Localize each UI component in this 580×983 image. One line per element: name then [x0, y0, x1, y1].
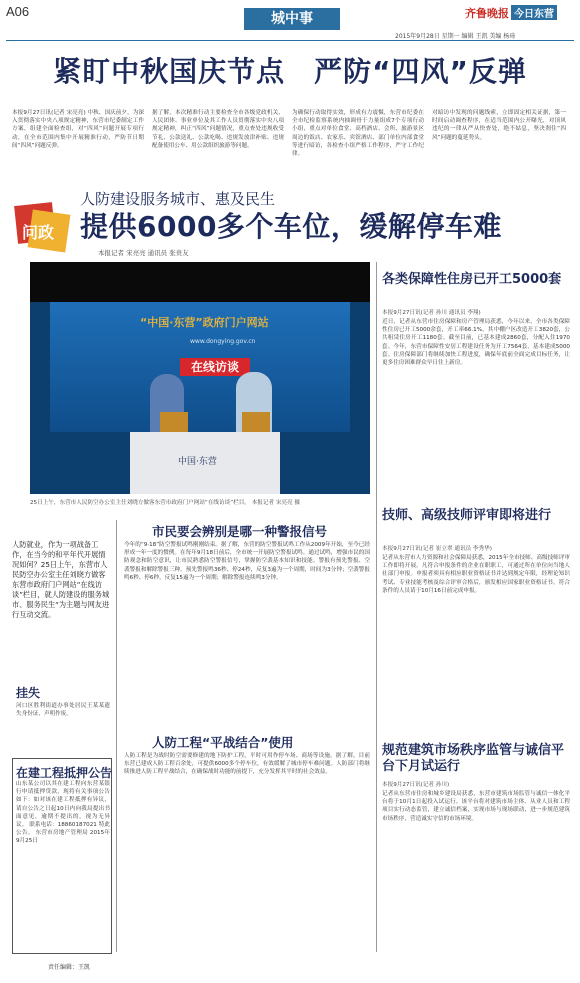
subheadline-civil-defense: 人防建设服务城市、惠及民生	[80, 190, 276, 208]
byline-parking: 本报记者 宋亮亮 通讯员 张贵友	[98, 249, 189, 257]
brand-box: 今日东营	[511, 5, 557, 20]
article-festival-col1: 本报9月27日讯(记者 宋亮亮) 中秋、国庆前夕，为深入贯彻落实中央八项规定精神，东营市纪委制定工作方案，组建全面检查组，对“四风”问题开展专项行动，在全市范围内集中开展精准行动，严防节日期间“四风”问题反弹。	[12, 110, 144, 149]
column-divider-left	[116, 520, 117, 952]
photo-desk-label: 中国·东营	[178, 457, 217, 467]
byline-construction: 本报9月27日讯(记者 孙川)	[382, 782, 450, 788]
notice-body: 山东某公司以其在建工程向东营某银行申请抵押贷款，现将有关事项公告如下：如对该在建工程抵押有异议，请自公告之日起10日内向我局提出书面意见，逾期不提出的，视为无异议。 联系电话：18860187021 特此公告。 东营市房地产管理局 2015年9月25日	[16, 781, 110, 845]
photo-caption: 25日上午，东营市人民防空办公室主任刘晓方做客东营市政府门户网站“在线访谈”栏目。 本报记者 宋亮亮 摄	[30, 500, 300, 506]
page-number: A06	[6, 4, 30, 19]
lost-body: 河口区胜利街道办事处居民王某某遗失身份证，声明作废。	[16, 703, 110, 718]
headline-alarm: 市民要会辨别是哪一种警报信号	[152, 524, 328, 539]
theme-badge	[16, 204, 72, 250]
page-footer: 责任编辑：王凯	[48, 964, 91, 971]
photo-online-label: 在线访谈	[180, 358, 250, 376]
byline-housing: 本报9月27日讯(记者 孙川 通讯员 李翔)	[382, 310, 481, 316]
technician-body: 记者从东营市人力资源和社会保障局获悉，2015年全市技师、高级技师评审工作即将开展。凡符合申报条件的企业在职职工，可通过所在单位向当地人社部门申报。申报者须具有相应职业资格证书并达到规定年限，经理论知识考试、专业技能考核及综合评审合格后，颁发相应国家职业资格证书。符合条件的人员请于10月16日前完成申报。	[382, 555, 570, 594]
photo-url: www.dongying.gov.cn	[190, 338, 256, 345]
photo-banner: “中国·东营”政府门户网站	[140, 316, 269, 329]
headline-housing: 各类保障性住房已开工5000套	[382, 272, 562, 287]
column-divider	[376, 262, 377, 952]
article-festival-col4: 对暗访中发现的问题线索，立即固定相关证据，第一时间启动调查程序，在适当范围内公开曝光，对顶风违纪的一律从严从快查处，绝不姑息，坚决刹住“四风”问题的蔓延势头。	[432, 110, 566, 141]
article-festival-col3: 为确保行动取得实效，形成有力震慑，东营市纪委在全市纪检监察系统内抽调骨干力量组成7个专项行动小组，重点对单位食堂、高档酒店、会所、旅游景区周边的饭店、农家乐、宾馆酒店、部门单位内部食堂等进行暗访，各检查小组严格工作程序，严守工作纪律。	[292, 110, 424, 158]
headline-festival: 紧盯中秋国庆节点 严防“四风”反弹	[53, 55, 527, 88]
lead-paragraph: 人防就业，作为一项战备工作，在当今的和平年代开展情况如何？25日上午，东营市人民防空办公室主任刘晓方做客东营市政府门户网站“在线访谈”栏目，就人防建设的服务城市、服务民生“为主题与网友进行互动交流。	[12, 540, 110, 619]
date-line: 2015年9月28日 星期一 编辑 王凯 美编 杨琦	[395, 33, 516, 40]
newspaper-brand	[465, 5, 557, 21]
headline-technician: 技师、高级技师评审即将进行	[382, 508, 552, 523]
civil-works-body: 人防工程是为战时防空需要修建的地下防护工程，平时可用作停车场、商场等设施。据了解，目前东营已建成人防工程百余处，可提供6000多个停车位，有效缓解了城市停车难问题。人防部门将继续推进人防工程平战结合，在确保战时功能的前提下，充分发挥其平时的社会效益。	[124, 753, 370, 776]
studio-photo	[30, 262, 370, 494]
header-rule	[6, 40, 574, 41]
theme-badge-text: 问政	[22, 223, 55, 242]
page-header	[0, 0, 580, 40]
section-tab: 城中事	[244, 8, 340, 30]
article-festival-col2: 据了解，本次精准行动主要检查全市各级党政机关、人民团体、事业单位及其工作人员贯彻落实中央八项规定精神，纠正“四风”问题情况，重点查处违规收受节礼、公款送礼、公款吃喝、违规发放津补贴、违规配备使用公车、用公款组织旅游等问题。	[152, 110, 284, 149]
alarm-body: 今年的“9·18”防空警报试鸣刚刚结束。据了解，东营的防空警报试鸣工作从2009年开始，至今已经形成一年一度的惯例。在每年9月18日前后，全市统一开展防空警报试鸣。通过试鸣，增强市民的国防观念和防空意识，让市民熟悉防空警报信号，掌握防空袭基本知识和技能。警报有预先警报、空袭警报和解除警报三种。预先警报鸣36秒、停24秒，反复3遍为一个周期，时间为3分钟；空袭警报鸣6秒、停6秒，反复15遍为一个周期；解除警报连续鸣3分钟。	[124, 542, 370, 581]
lost-title: 挂失	[16, 686, 41, 700]
brand-name: 齐鲁晚报	[465, 7, 509, 20]
construction-body: 记者从东营市住房和城乡建设局获悉，东营市建筑市场监管与诚信一体化平台将于10月1日起投入试运行。该平台将对建筑市场主体、从业人员和工程项目实行动态监管，建立诚信档案，实现市场与现场联动，进一步规范建筑市场秩序，营造诚实守信的市场环境。	[382, 791, 570, 822]
headline-construction: 规范建筑市场秩序监管与诚信平台下月试运行	[382, 743, 565, 774]
headline-parking: 提供6000多个车位，缓解停车难	[80, 210, 502, 243]
housing-body: 近日，记者从东营市住房保障和房产管理局获悉，今年以来，全市各类保障性住房已开工5000余套，开工率66.1%，其中棚户区改造开工3820套，公共租赁住房开工1180套。截至目前，已基本建成2860套，分配入住1970套。今年，东营市保障性安居工程建设任务为开工7564套，基本建成5000套。住房保障部门将继续加快工程进度，确保年底前全面完成目标任务，让更多住房困难群众早日住上新房。	[382, 319, 570, 367]
byline-technician: 本报9月27日讯(记者 崔立翠 通讯员 李秀华)	[382, 546, 492, 552]
notice-title: 在建工程抵押公告	[16, 766, 113, 780]
headline-civil-works: 人防工程“平战结合”使用	[152, 735, 294, 750]
